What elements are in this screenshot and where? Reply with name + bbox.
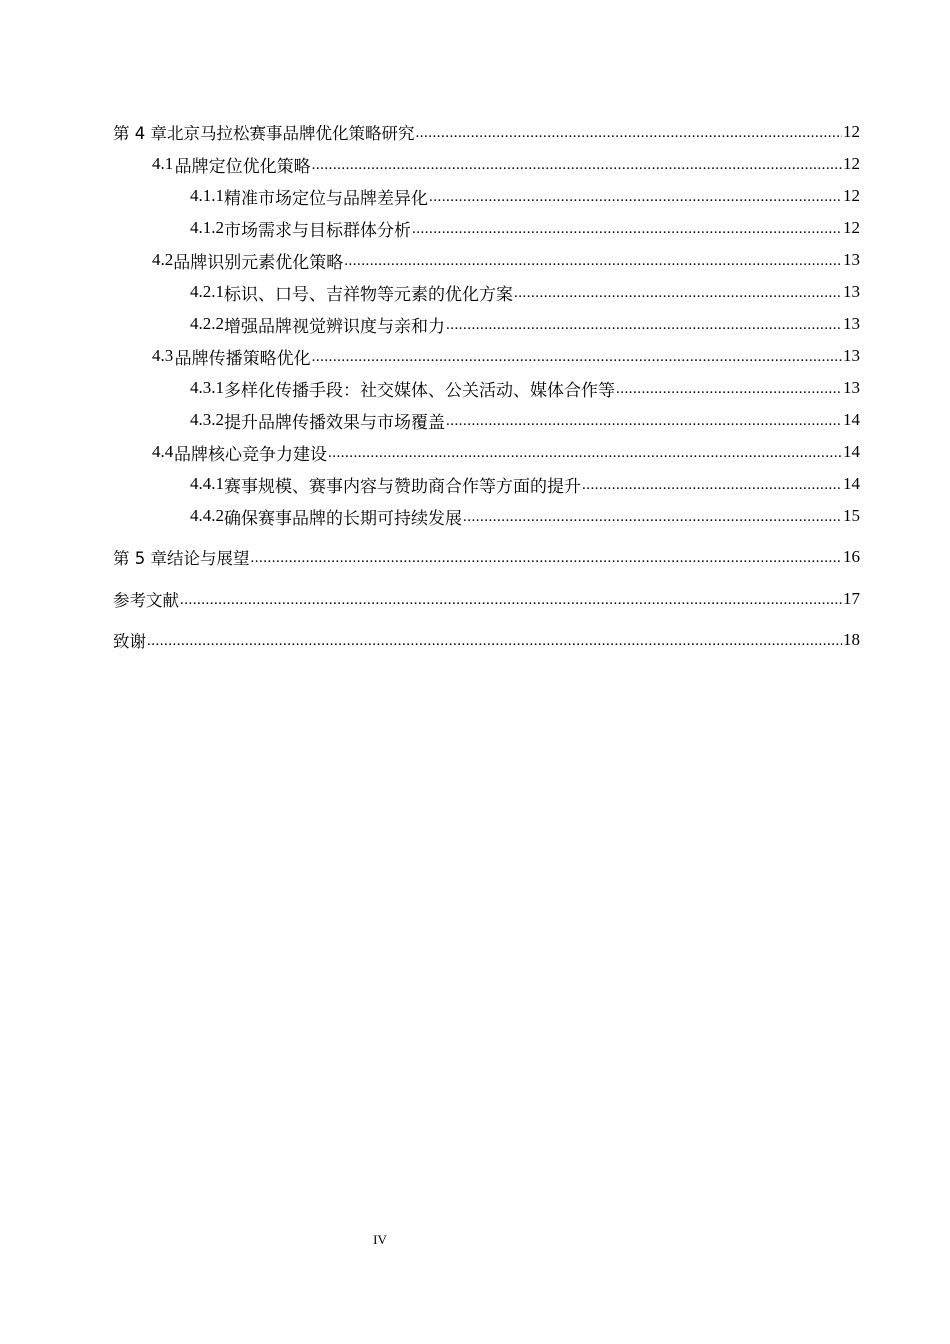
toc-entry-title[interactable]: 参考文献 bbox=[113, 591, 179, 610]
toc-entry-number: 第 5 章 bbox=[113, 549, 167, 568]
dot-leader bbox=[180, 593, 842, 611]
toc-entry[interactable] bbox=[190, 472, 860, 496]
dot-leader bbox=[616, 382, 842, 400]
toc-entry[interactable] bbox=[190, 408, 860, 432]
toc-entry-title[interactable]: 结论与展望 bbox=[167, 549, 250, 568]
dot-leader bbox=[514, 286, 842, 304]
toc-entry-number: 4.4 bbox=[152, 442, 174, 461]
dot-leader bbox=[412, 222, 842, 240]
toc-entry-title[interactable]: 品牌核心竞争力建设 bbox=[173, 444, 327, 464]
toc-entry[interactable] bbox=[190, 312, 860, 336]
dot-leader bbox=[344, 254, 842, 272]
toc-entry-page: 12 bbox=[843, 186, 860, 205]
toc-entry-number: 4.4.1 bbox=[190, 474, 224, 493]
toc-entry-number: 4.1.2 bbox=[190, 218, 224, 237]
toc-entry-page: 13 bbox=[843, 378, 860, 397]
toc-entry[interactable] bbox=[113, 587, 860, 611]
toc-entry-page: 12 bbox=[843, 122, 860, 141]
toc-entry-title[interactable]: 标识、口号、吉祥物等元素的优化方案 bbox=[224, 284, 513, 304]
toc-entry-number: 4.2.2 bbox=[190, 314, 224, 333]
toc-entry-number: 4.1 bbox=[152, 154, 174, 173]
toc-entry-title[interactable]: 确保赛事品牌的长期可持续发展 bbox=[224, 508, 462, 528]
dot-leader bbox=[147, 634, 842, 652]
toc-entry-number: 4.3 bbox=[152, 346, 174, 365]
toc-entry-title[interactable]: 北京马拉松赛事品牌优化策略研究 bbox=[167, 124, 415, 143]
toc-entry-page: 14 bbox=[843, 442, 860, 461]
toc-entry[interactable] bbox=[152, 152, 860, 176]
toc-entry-title[interactable]: 增强品牌视觉辨识度与亲和力 bbox=[224, 316, 445, 336]
toc-entry[interactable] bbox=[190, 376, 860, 400]
dot-leader bbox=[251, 551, 843, 569]
toc-entry-title[interactable]: 品牌定位优化策略 bbox=[174, 156, 311, 176]
toc-entry-page: 13 bbox=[843, 250, 860, 269]
toc-entry-title[interactable]: 提升品牌传播效果与市场覆盖 bbox=[224, 412, 445, 432]
toc-entry-page: 18 bbox=[843, 630, 860, 649]
toc-entry-number: 4.2.1 bbox=[190, 282, 224, 301]
toc-entry[interactable] bbox=[190, 280, 860, 304]
toc-entry-page: 15 bbox=[843, 506, 860, 525]
dot-leader bbox=[446, 414, 842, 432]
toc-entry-page: 14 bbox=[843, 474, 860, 493]
toc-entry-page: 14 bbox=[843, 410, 860, 429]
toc-entry-title[interactable]: 精准市场定位与品牌差异化 bbox=[224, 188, 428, 208]
toc-entry-page: 17 bbox=[843, 589, 860, 608]
toc-entry-page: 16 bbox=[843, 547, 860, 566]
dot-leader bbox=[582, 478, 842, 496]
toc-entry-title[interactable]: 品牌识别元素优化策略 bbox=[173, 252, 344, 272]
dot-leader bbox=[416, 126, 843, 144]
toc-entry-page: 13 bbox=[843, 282, 860, 301]
dot-leader bbox=[429, 190, 842, 208]
toc-entry-number: 4.2 bbox=[152, 250, 174, 269]
dot-leader bbox=[312, 350, 842, 368]
toc-entry[interactable] bbox=[190, 216, 860, 240]
toc-entry[interactable] bbox=[113, 120, 860, 144]
toc-entry-title[interactable]: 赛事规模、赛事内容与赞助商合作等方面的提升 bbox=[224, 476, 581, 496]
dot-leader bbox=[463, 510, 842, 528]
dot-leader bbox=[446, 318, 842, 336]
toc-entry-title[interactable]: 多样化传播手段：社交媒体、公关活动、媒体合作等 bbox=[224, 380, 615, 400]
toc-entry[interactable] bbox=[113, 545, 860, 569]
toc-entry[interactable] bbox=[190, 504, 860, 528]
toc-entry[interactable] bbox=[190, 184, 860, 208]
toc-entry[interactable] bbox=[152, 344, 860, 368]
dot-leader bbox=[328, 446, 842, 464]
page-number-footer: IV bbox=[373, 1232, 387, 1247]
toc-entry-title[interactable]: 致谢 bbox=[113, 632, 146, 651]
toc-entry-page: 12 bbox=[843, 154, 860, 173]
toc-entry-number: 4.3.2 bbox=[190, 410, 224, 429]
toc-entry[interactable] bbox=[152, 440, 860, 464]
toc-entry-number: 第 4 章 bbox=[113, 124, 167, 143]
toc-entry-page: 13 bbox=[843, 314, 860, 333]
toc-entry-page: 12 bbox=[843, 218, 860, 237]
toc-entry-title[interactable]: 品牌传播策略优化 bbox=[174, 348, 311, 368]
toc-entry-number: 4.1.1 bbox=[190, 186, 224, 205]
toc-entry[interactable] bbox=[113, 628, 860, 652]
toc-entry[interactable] bbox=[152, 248, 860, 272]
toc-entry-page: 13 bbox=[843, 346, 860, 365]
toc-entry-number: 4.3.1 bbox=[190, 378, 224, 397]
toc-entry-title[interactable]: 市场需求与目标群体分析 bbox=[224, 220, 411, 240]
dot-leader bbox=[312, 158, 842, 176]
toc-entry-number: 4.4.2 bbox=[190, 506, 224, 525]
